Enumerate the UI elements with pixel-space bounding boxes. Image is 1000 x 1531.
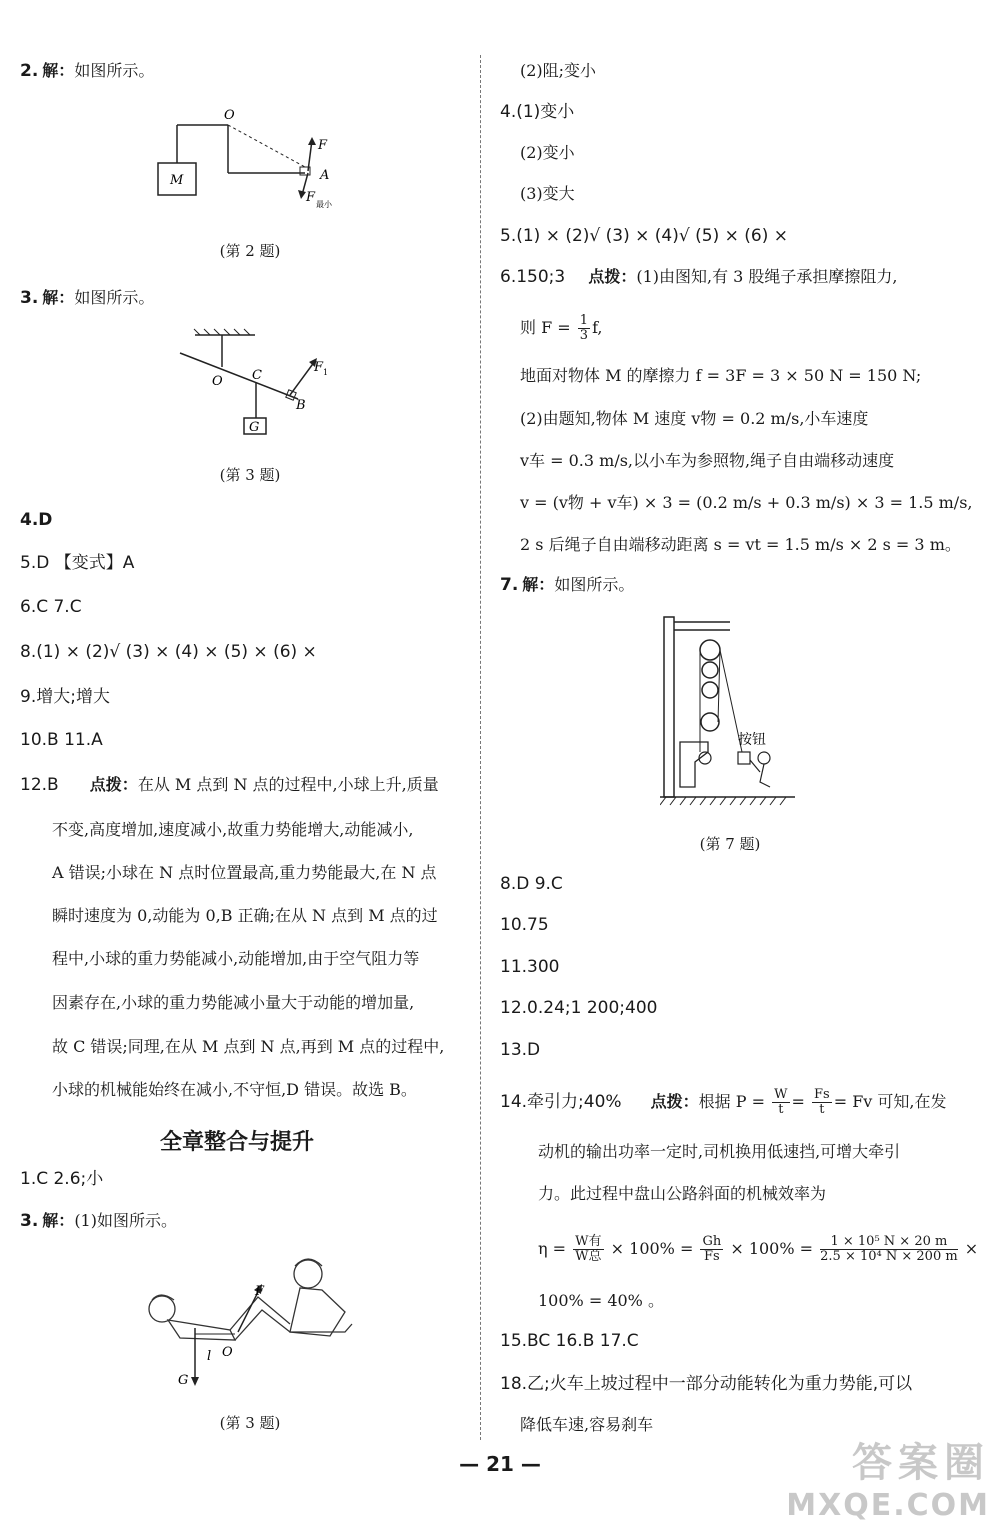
label-F: F [318,138,328,153]
button-label: 按钮 [738,732,766,748]
r6-line: (2)由题知,物体 M 速度 v物 = 0.2 m/s,小车速度 [520,409,869,428]
r14-line: 力。此过程中盘山公路斜面的机械效率为 [538,1184,827,1203]
q9-answer: 9.增大;增大 [20,687,110,707]
r10-answer: 10.75 [500,915,549,935]
r11-answer: 11.300 [500,957,560,977]
label-C: C [252,368,262,383]
label-O: O [222,1345,233,1360]
r6-head: 6.150;3 点拨：(1)由图知,有 3 股绳子承担摩擦阻力, [500,267,898,287]
r6-line: 2 s 后绳子自由端移动距离 s = vt = 1.5 m/s × 2 s = 3 m。 [520,535,961,554]
q2-lever-figure [150,105,350,215]
r7-caption: (第 7 题) [699,835,761,853]
q8-answer: 8.(1) × (2)√ (3) × (4) × (5) × (6) × [20,642,317,662]
r7-pulley-figure [660,612,800,812]
label-l: l [207,1349,212,1364]
label-B: B [296,398,306,413]
r18-line: 降低车速,容易刹车 [520,1415,654,1434]
r4c-answer: (3)变大 [520,184,575,203]
q12-line: 小球的机械能始终在减小,不守恒,D 错误。故选 B。 [52,1080,417,1099]
r14-efficiency: η = $\frac{\text{W有}}{\text{W总}}$ × 100% = $\frac{Gh}{Fs}$ × 100% = $\frac{\text{1 × 10⁵ N × 20 m}}{\text{2.5 × 10⁴ N × 200 m}}$ × [538,1234,979,1264]
fraction: $\frac{1}{3}$ [579,313,589,343]
r15-answer: 15.BC 16.B 17.C [500,1331,639,1351]
s1-answer: 1.C 2.6;小 [20,1169,104,1189]
label-M: M [170,173,184,188]
q12-line: 不变,高度增加,速度减小,故重力势能增大,动能减小, [52,820,414,839]
label-O: O [212,374,223,389]
r13-answer: 13.D [500,1040,541,1060]
r4b-answer: (2)变小 [520,143,575,162]
s3-caption: (第 3 题) [219,1414,281,1432]
q3-lever-figure [170,325,340,440]
fraction: $\frac{Fs}{t}$ [814,1087,830,1117]
label-F1: F [314,360,324,375]
q2-line: 2. 解：如图所示。 [20,61,155,81]
label-A: A [320,168,330,183]
q4-answer: 4.D [20,510,53,530]
s3-line: 3. 解：(1)如图所示。 [20,1211,177,1231]
r8-answer: 8.D 9.C [500,874,563,894]
label-F: F [255,1284,265,1299]
watermark-logo: 答案圈 MXQE.COM [786,1440,990,1523]
r1-answer: (2)阻;变小 [520,61,597,80]
label-O: O [224,108,235,123]
r6-line: v = (v物 + v车) × 3 = (0.2 m/s + 0.3 m/s) × 3 = 1.5 m/s, [520,493,973,512]
fraction: $\frac{Gh}{Fs}$ [702,1234,722,1264]
q12-line: 程中,小球的重力势能减小,动能增加,由于空气阻力等 [52,949,420,968]
q12-line: 因素存在,小球的重力势能减小量大于动能的增加量, [52,993,415,1012]
fraction: $\frac{\text{W有}}{\text{W总}}$ [575,1234,602,1264]
q5-answer: 5.D 【变式】A [20,553,135,573]
fraction: $\frac{\text{1 × 10⁵ N × 20 m}}{\text{2.5 × 10⁴ N × 200 m}}$ [820,1234,958,1264]
q12-line: A 错误;小球在 N 点时位置最高,重力势能最大,在 N 点 [52,863,437,882]
label-G: G [178,1373,189,1388]
r14-line: 动机的输出功率一定时,司机换用低速挡,可增大牵引 [538,1142,901,1161]
r14-line: 100% = 40% 。 [538,1291,664,1310]
q10-answer: 10.B 11.A [20,730,103,750]
s3-situp-figure [140,1252,370,1392]
r6-line: v车 = 0.3 m/s,以小车为参照物,绳子自由端移动速度 [520,451,895,470]
q12-line: 故 C 错误;同理,在从 M 点到 N 点,再到 M 点的过程中, [52,1037,445,1056]
q3-line: 3. 解：如图所示。 [20,288,155,308]
r18-line: 18.乙;火车上坡过程中一部分动能转化为重力势能,可以 [500,1374,913,1394]
column-divider [480,55,481,1440]
r12-answer: 12.0.24;1 200;400 [500,998,658,1018]
r14-head: 14.牵引力;40% 点拨：根据 P = $\frac{W}{t}$ = $\frac{Fs}{t}$ = Fv 可知,在发 [500,1087,947,1117]
fraction: $\frac{W}{t}$ [774,1087,788,1117]
label-F1-sub: 1 [323,368,329,377]
label-G: G [249,420,260,435]
r7-line: 7. 解：如图所示。 [500,575,635,595]
q3-caption: (第 3 题) [219,466,281,484]
q6-answer: 6.C 7.C [20,597,82,617]
q2-caption: (第 2 题) [219,242,281,260]
q12-line: 瞬时速度为 0,动能为 0,B 正确;在从 N 点到 M 点的过 [52,906,438,925]
q12-head: 12.B 点拨：在从 M 点到 N 点的过程中,小球上升,质量 [20,775,439,795]
r6-formula: 则 F = $\frac{1}{3}$ f, [520,313,603,343]
r4a-answer: 4.(1)变小 [500,102,575,122]
label-min: 最小 [316,200,332,209]
r5-answer: 5.(1) × (2)√ (3) × (4)√ (5) × (6) × [500,226,788,246]
section-title: 全章整合与提升 [160,1130,315,1155]
r6-line: 地面对物体 M 的摩擦力 f = 3F = 3 × 50 N = 150 N; [520,366,922,385]
label-Fmin: F [306,190,316,205]
page-number: — 21 — [459,1452,541,1476]
